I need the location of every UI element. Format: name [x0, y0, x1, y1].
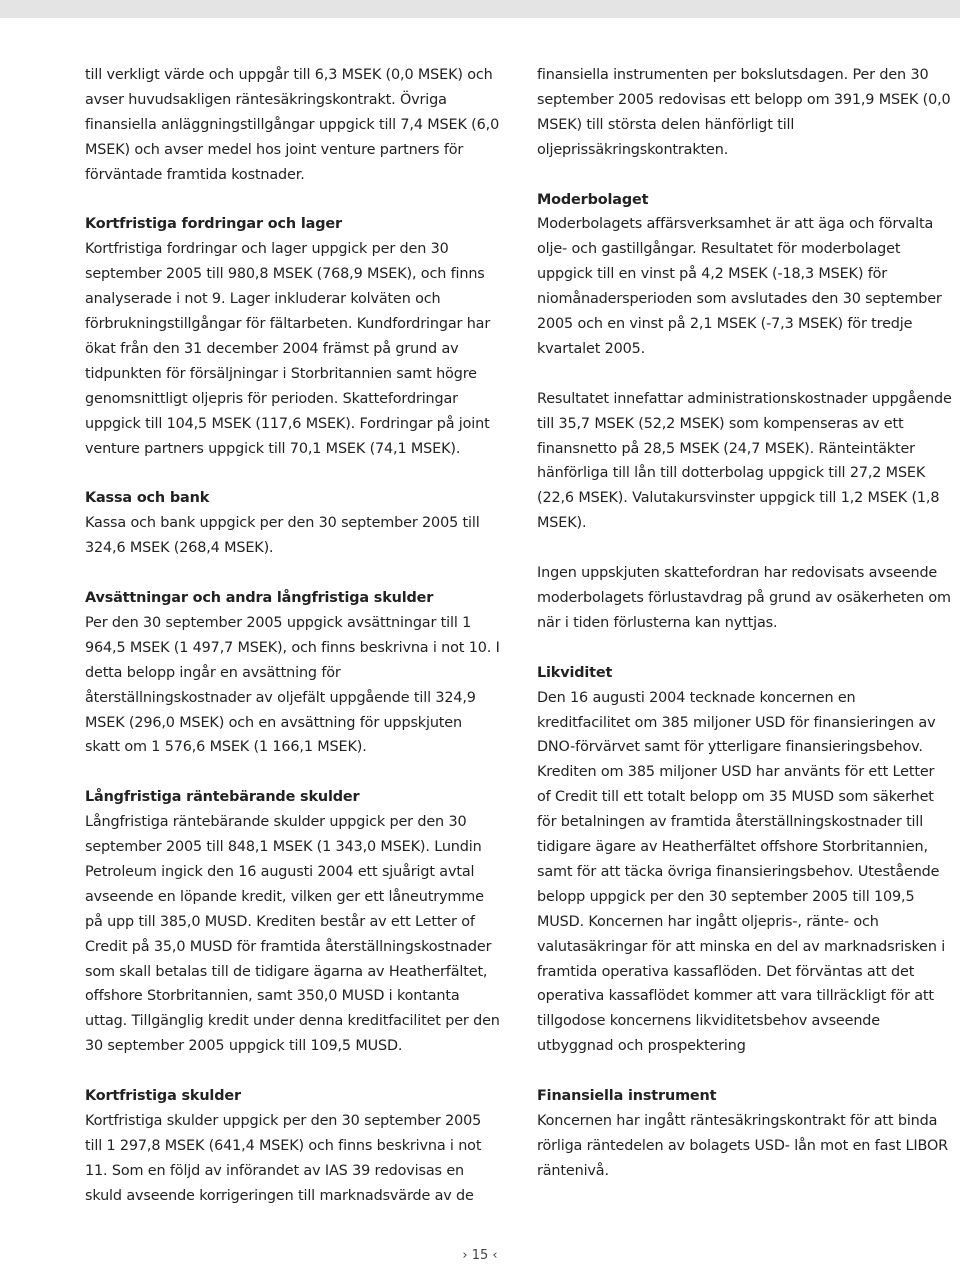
section-text-liquidity: Den 16 augusti 2004 tecknade koncernen en kreditfacilitet om 385 miljoner USD för finansieringen av DNO-förvärvet samt för ytterligare finansieringsbehov. Krediten om 385 miljoner USD har använts för ett Letter of Credit till ett totalt belopp om 35 MUSD som säkerhet för betalningen av framtida återställningskostnader till tidigare ägare av Heatherfältet offshore Storbritannien, samt för att täcka övriga finansieringsbehov. Utestående belopp uppgick per den 30 september 2005 till 109,5 MUSD. Koncernen har ingått oljepris-, ränte- och valutasäkringar för att minska en del av marknadsrisken i framtida operativa kassaflöden. Det förväntas att det operativa kassaflödet kommer att vara tillräckligt för att tillgodose koncernens likviditetsbehov avseende utbyggnad och prospektering: [537, 689, 946, 1055]
left-column: [85, 63, 500, 1209]
paragraph: till verkligt värde och uppgår till 6,3 MSEK (0,0 MSEK) och avser huvudsakligen räntesäkringskontrakt. Övriga finansiella anläggningstillgångar uppgick till 7,4 MSEK (6,0 MSEK) och avser medel hos joint venture partners för förväntade framtida kostnader.: [85, 67, 500, 183]
section-heading-parent-company: Moderbolaget: [537, 191, 649, 208]
paragraph: Resultatet innefattar administrationskostnader uppgående till 35,7 MSEK (52,2 MSEK) som kompenseras av ett finansnetto på 28,5 MSEK (24,7 MSEK). Ränteintäkter hänförliga till lån till dotterbolag uppgick till 27,2 MSEK (22,6 MSEK). Valutakursvinster uppgick till 1,2 MSEK (1,8 MSEK).: [537, 390, 952, 532]
section-text-parent-company: Moderbolagets affärsverksamhet är att äga och förvalta olje- och gastillgångar. Resultatet för moderbolaget uppgick till en vinst på 4,2 MSEK (-18,3 MSEK) för niomånadersperioden som avslutades den 30 september 2005 och en vinst på 2,1 MSEK (-7,3 MSEK) för tredje kvartalet 2005.: [537, 216, 942, 357]
right-column: [537, 63, 952, 1184]
header-bar: [0, 0, 960, 18]
paragraph: Ingen uppskjuten skattefordran har redovisats avseende moderbolagets förlustavdrag på grund av osäkerheten om när i tiden förlusterna kan nyttjas.: [537, 565, 951, 631]
section-text-provisions: Per den 30 september 2005 uppgick avsättningar till 1 964,5 MSEK (1 497,7 MSEK), och finns beskrivna i not 10. I detta belopp ingår en avsättning för återställningskostnader av oljefält uppgående till 324,9 MSEK (296,0 MSEK) och en avsättning för uppskjuten skatt om 1 576,6 MSEK (1 166,1 MSEK).: [85, 614, 500, 756]
section-heading-cash: Kassa och bank: [85, 490, 210, 507]
page-number: › 15 ‹: [462, 1248, 498, 1263]
paragraph: finansiella instrumenten per bokslutsdagen. Per den 30 september 2005 redovisas ett belopp om 391,9 MSEK (0,0 MSEK) till största delen hänförligt till oljeprissäkringskontrakten.: [537, 67, 951, 158]
section-heading-provisions: Avsättningar och andra långfristiga skulder: [85, 589, 434, 606]
section-heading-liquidity: Likviditet: [537, 664, 613, 681]
section-heading-current-liabilities: Kortfristiga skulder: [85, 1088, 241, 1105]
section-text-current-liabilities: Kortfristiga skulder uppgick per den 30 september 2005 till 1 297,8 MSEK (641,4 MSEK) och finns beskrivna i not 11. Som en följd av införandet av IAS 39 redovisas en skuld avseende korrigeringen till marknadsvärde av de: [85, 1112, 482, 1204]
section-heading-long-term-debt: Långfristiga räntebärande skulder: [85, 789, 360, 806]
section-heading-financial-instruments: Finansiella instrument: [537, 1088, 717, 1105]
section-text-long-term-debt: Långfristiga räntebärande skulder uppgick per den 30 september 2005 till 848,1 MSEK (1 343,0 MSEK). Lundin Petroleum ingick den 16 augusti 2004 ett sjuårigt avtal avseende en löpande kredit, vilken ger ett låneutrymme på upp till 385,0 MUSD. Krediten består av ett Letter of Credit på 35,0 MUSD för framtida återställningskostnader som skall betalas till de tidigare ägarna av Heatherfältet, offshore Storbritannien, samt 350,0 MUSD i kontanta uttag. Tillgänglig kredit under denna kreditfacilitet per den 30 september 2005 uppgick till 109,5 MUSD.: [85, 814, 500, 1055]
section-text-cash: Kassa och bank uppgick per den 30 september 2005 till 324,6 MSEK (268,4 MSEK).: [85, 515, 480, 557]
section-heading-receivables: Kortfristiga fordringar och lager: [85, 216, 342, 233]
section-text-financial-instruments: Koncernen har ingått räntesäkringskontrakt för att binda rörliga räntedelen av bolagets USD- lån mot en fast LIBOR räntenivå.: [537, 1112, 948, 1179]
section-text-receivables: Kortfristiga fordringar och lager uppgick per den 30 september 2005 till 980,8 MSEK (768,9 MSEK), och finns analyserade i not 9. Lager inkluderar kolväten och förbrukningstillgångar för fältarbeten. Kundfordringar har ökat från den 31 december 2004 främst på grund av tidpunkten för försäljningar i Storbritannien samt högre genomsnittligt oljepris för perioden. Skattefordringar uppgick till 104,5 MSEK (117,6 MSEK). Fordringar på joint venture partners uppgick till 70,1 MSEK (74,1 MSEK).: [85, 241, 491, 457]
